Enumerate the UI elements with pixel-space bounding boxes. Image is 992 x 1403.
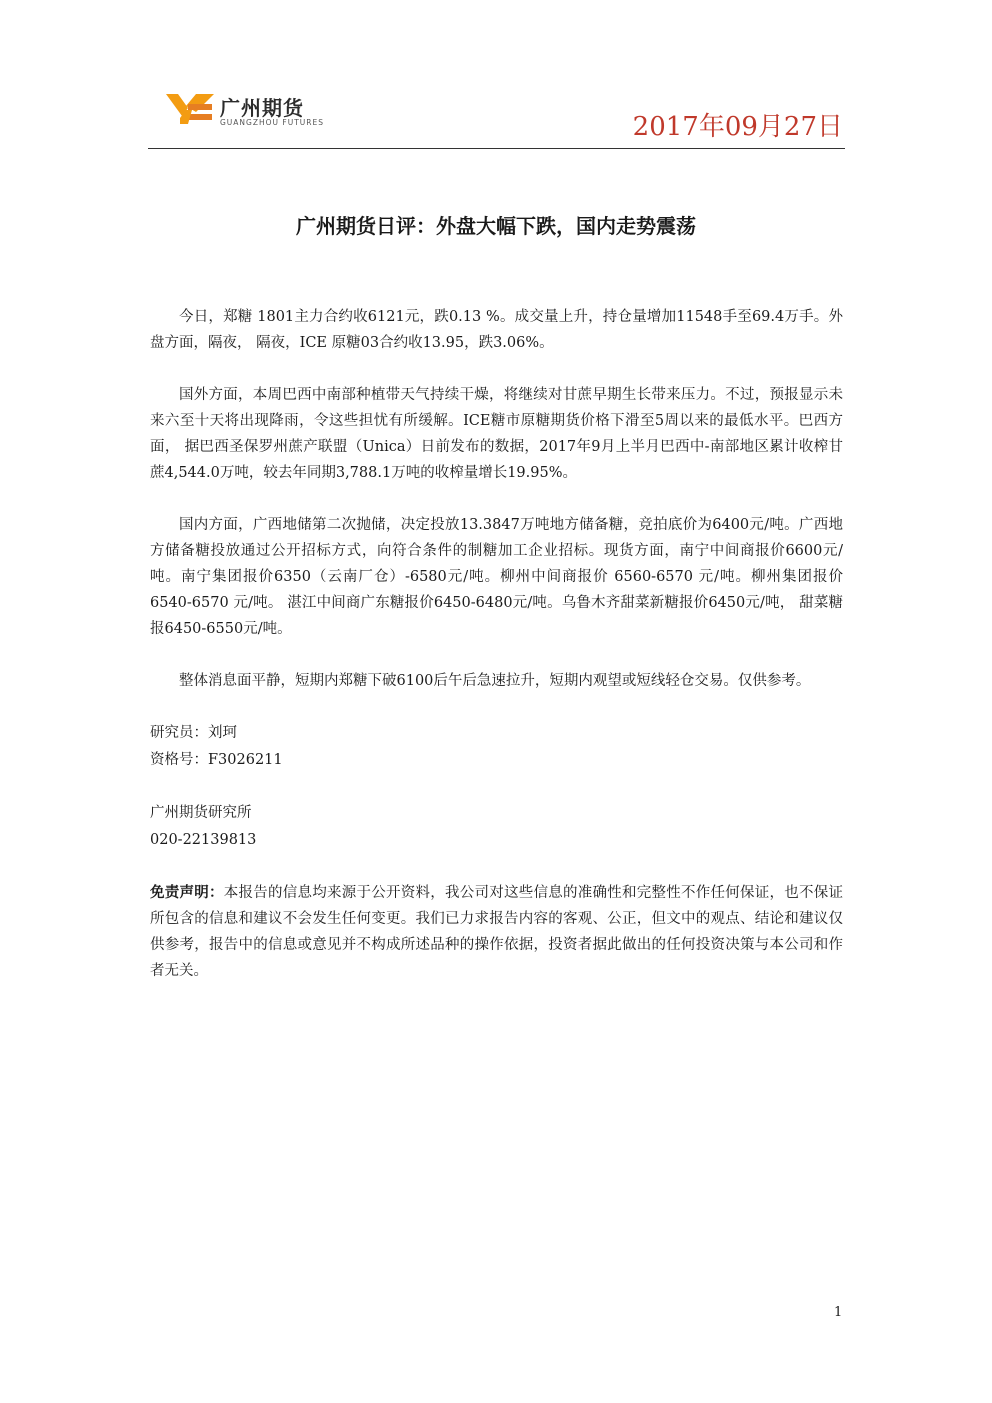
page-number: 1 [834,1305,843,1320]
paragraph-market-summary: 今日，郑糖 1801主力合约收6121元，跌0.13 %。成交量上升，持仓量增加11548手至69.4万手。外盘方面，隔夜， 隔夜，ICE 原糖03合约收13.95，跌3.06%。 [150,309,843,351]
disclaimer-text: 本报告的信息均来源于公开资料，我公司对这些信息的准确性和完整性不作任何保证，也不保证所包含的信息和建议不会发生任何变更。我们已力求报告内容的客观、公正，但文中的观点、结论和建议仅供参考，报告中的信息或意见并不构成所述品种的操作依据，投资者据此做出的任何投资决策与本公司和作者无关。 [150,885,843,979]
disclaimer [150,880,843,984]
logo-mark-icon [166,92,214,126]
paragraph-overseas: 国外方面，本周巴西中南部种植带天气持续干燥，将继续对甘蔗早期生长带来压力。不过，预报显示未来六至十天将出现降雨，令这些担忧有所缓解。ICE糖市原糖期货价格下滑至5周以来的最低水平。巴西方面， 据巴西圣保罗州蔗产联盟（Unica）日前发布的数据，2017年9月上半月巴西中-南部地区累计收榨甘蔗4,544.0万吨，较去年同期3,788.1万吨的收榨量增长19.95%。 [150,387,843,481]
institute-phone: 020-22139813 [150,832,257,848]
researcher-name: 研究员：刘珂 [150,725,237,741]
institute-info [150,800,843,854]
company-logo [166,90,366,132]
paragraph-domestic: 国内方面，广西地储第二次抛储，决定投放13.3847万吨地方储备糖，竞拍底价为6400元/吨。广西地方储备糖投放通过公开招标方式，向符合条件的制糖加工企业招标。现货方面，南宁中间商报价6600元/吨。南宁集团报价6350（云南厂仓）-6580元/吨。柳州中间商报价 6560-6570 元/吨。柳州集团报价 6540-6570 元/吨。 湛江中间商广东糖报价6450-6480元/吨。乌鲁木齐甜菜新糖报价6450元/吨， 甜菜糖报6450-6550元/吨。 [150,517,843,637]
paragraph-outlook: 整体消息面平静，短期内郑糖下破6100后午后急速拉升，短期内观望或短线轻仓交易。仅供参考。 [179,673,811,689]
qualification-number: 资格号：F3026211 [150,752,283,768]
report-body [150,304,843,1010]
disclaimer-label: 免责声明： [150,884,224,901]
page-header [148,84,845,149]
logo-text-cn: 广州期货 [220,96,304,120]
report-title: 广州期货日评：外盘大幅下跌，国内走势震荡 [296,214,696,238]
researcher-info [150,720,843,774]
institute-name: 广州期货研究所 [150,805,252,821]
logo-text-en: GUANGZHOU FUTURES [220,118,324,127]
report-date: 2017年09月27日 [632,112,843,142]
